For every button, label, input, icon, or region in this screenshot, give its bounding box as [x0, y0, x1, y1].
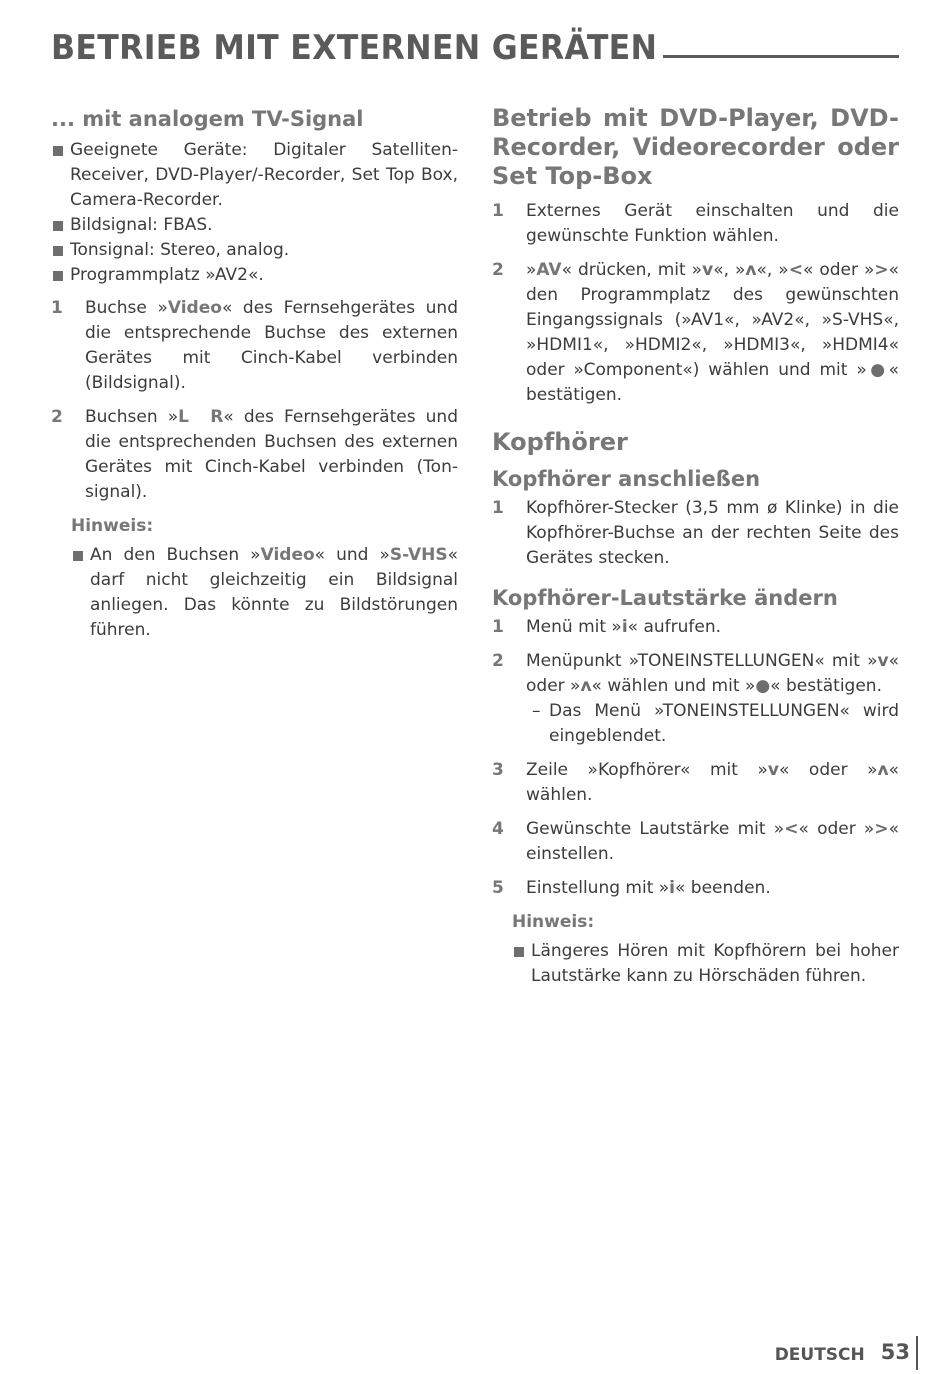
- bullet-square-icon: [53, 271, 63, 281]
- step-2: 2 »AV« drücken, mit »v«, »ʌ«, »<« oder »>« den Programmplatz des gewünschten Eingangssignals (»AV1«, »AV2«, »S-VHS«, »HDMI1«, »HDMI2«, »HDMI3«, »HDMI4« oder »Component«) wählen und mit »●« bestätigen.: [492, 260, 900, 405]
- language-label: DEUTSCH: [774, 1345, 865, 1365]
- hint-item: An den Buchsen »Video« und »S-VHS« darf nicht gleichzeitig ein Bildsignal anliegen. Das könnte zu Bildstörungen führen.: [71, 543, 458, 643]
- left-column: [51, 104, 458, 643]
- page-header: [51, 24, 899, 68]
- arrow-left-icon: <: [788, 260, 803, 280]
- page-footer: [775, 1334, 918, 1370]
- arrow-right-icon: >: [874, 260, 889, 280]
- av-button-label: AV: [536, 260, 562, 280]
- step-result: – Das Menü »TONEINSTELLUNGEN« wird eingeblendet.: [532, 701, 899, 746]
- step-2: 2 Menüpunkt »TONEINSTELLUNGEN« mit »v« oder »ʌ« wählen und mit »●« bestätigen. – Das Menü »TONEINSTELLUNGEN« wird eingeblendet.: [492, 649, 899, 749]
- arrow-down-icon: v: [877, 651, 889, 671]
- headphones-heading: Kopfhörer: [492, 428, 628, 456]
- step-1: 1 Externes Gerät einschalten und die gewünschte Funktion wählen.: [492, 201, 899, 246]
- hint-title: Hinweis:: [512, 912, 595, 932]
- page-number: 53: [875, 1336, 918, 1370]
- bullet-square-icon: [53, 221, 63, 231]
- list-item: Programmplatz »AV2«.: [51, 263, 458, 288]
- step-1: 1 Buchse »Video« des Fernsehgerätes und die entsprechende Buchse des externen Gerätes mit Cinch-Kabel verbinden (Bildsignal).: [51, 298, 459, 393]
- arrow-down-icon: v: [767, 760, 779, 780]
- info-button-icon: i: [669, 878, 675, 898]
- dvd-steps: [492, 199, 899, 408]
- video-jack-label: Video: [260, 545, 315, 565]
- ok-button-icon: ●: [866, 360, 889, 380]
- step-5: 5 Einstellung mit »i« beenden.: [492, 876, 899, 901]
- step-number: 3: [492, 760, 504, 780]
- step-2: 2 Buchsen »L R« des Fernsehgerätes und die entsprechenden Buchsen des externen Gerätes mit Cinch-Kabel verbinden (Ton-signal).: [51, 407, 458, 502]
- volume-heading: Kopfhörer-Lautstärke ändern: [492, 586, 838, 610]
- video-jack-label: Video: [167, 298, 222, 318]
- bullet-square-icon: [53, 246, 63, 256]
- hint-item: Längeres Hören mit Kopfhörern bei hoher Lautstärke kann zu Hörschäden führen.: [512, 939, 899, 989]
- step-4: 4 Gewünschte Lautstärke mit »<« oder »>« einstellen.: [492, 819, 899, 864]
- bullet-square-icon: [53, 146, 63, 156]
- list-item: Bildsignal: FBAS.: [51, 213, 458, 238]
- analog-heading: ... mit analogem TV-Signal: [51, 107, 364, 131]
- left-hint: [51, 514, 458, 643]
- ok-button-icon: ●: [755, 676, 771, 696]
- step-number: 4: [492, 819, 504, 839]
- right-hint: [492, 910, 899, 989]
- lr-jack-label: L R: [178, 407, 224, 427]
- step-number: 5: [492, 878, 504, 898]
- arrow-up-icon: ʌ: [580, 676, 592, 696]
- step-number: 1: [492, 498, 504, 518]
- volume-steps: [492, 615, 899, 901]
- info-button-icon: i: [621, 617, 628, 637]
- step-number: 1: [492, 201, 504, 221]
- arrow-down-icon: v: [702, 260, 714, 280]
- list-item: Tonsignal: Stereo, analog.: [51, 238, 458, 263]
- dvd-heading: Betrieb mit DVD-Player, DVD-Recorder, Videorecorder oder Set Top-Box: [492, 104, 899, 190]
- step-number: 1: [51, 298, 63, 318]
- step-number: 2: [492, 651, 504, 671]
- step-number: 1: [492, 617, 504, 637]
- connect-steps: [492, 496, 899, 571]
- step-1: 1 Kopfhörer-Stecker (3,5 mm ø Klinke) in die Kopfhörer-Buchse an der rechten Seite des Gerätes stecken.: [492, 498, 899, 568]
- page-title: BETRIEB MIT EXTERNEN GERÄTEN: [51, 28, 658, 68]
- bullet-square-icon: [73, 551, 83, 561]
- bullet-square-icon: [514, 947, 524, 957]
- device-bullets: [51, 138, 458, 288]
- list-item: Geeignete Geräte: Digitaler Satelliten-Receiver, DVD-Player/-Recorder, Set Top Box, Camera-Recorder.: [51, 138, 458, 213]
- hint-title: Hinweis:: [71, 516, 154, 536]
- right-column: [492, 104, 899, 989]
- step-1: 1 Menü mit »i« aufrufen.: [492, 615, 899, 640]
- step-number: 2: [51, 407, 63, 427]
- arrow-up-icon: ʌ: [745, 260, 757, 280]
- arrow-up-icon: ʌ: [877, 760, 889, 780]
- step-number: 2: [492, 260, 504, 280]
- arrow-right-icon: >: [874, 819, 889, 839]
- analog-steps: [51, 296, 458, 505]
- connect-headphones-heading: Kopfhörer anschließen: [492, 467, 761, 491]
- arrow-left-icon: <: [784, 819, 799, 839]
- dash-mark: –: [532, 701, 541, 721]
- svhs-jack-label: S-VHS: [389, 545, 448, 565]
- header-rule: [663, 55, 899, 58]
- step-3: 3 Zeile »Kopfhörer« mit »v« oder »ʌ« wählen.: [492, 760, 900, 805]
